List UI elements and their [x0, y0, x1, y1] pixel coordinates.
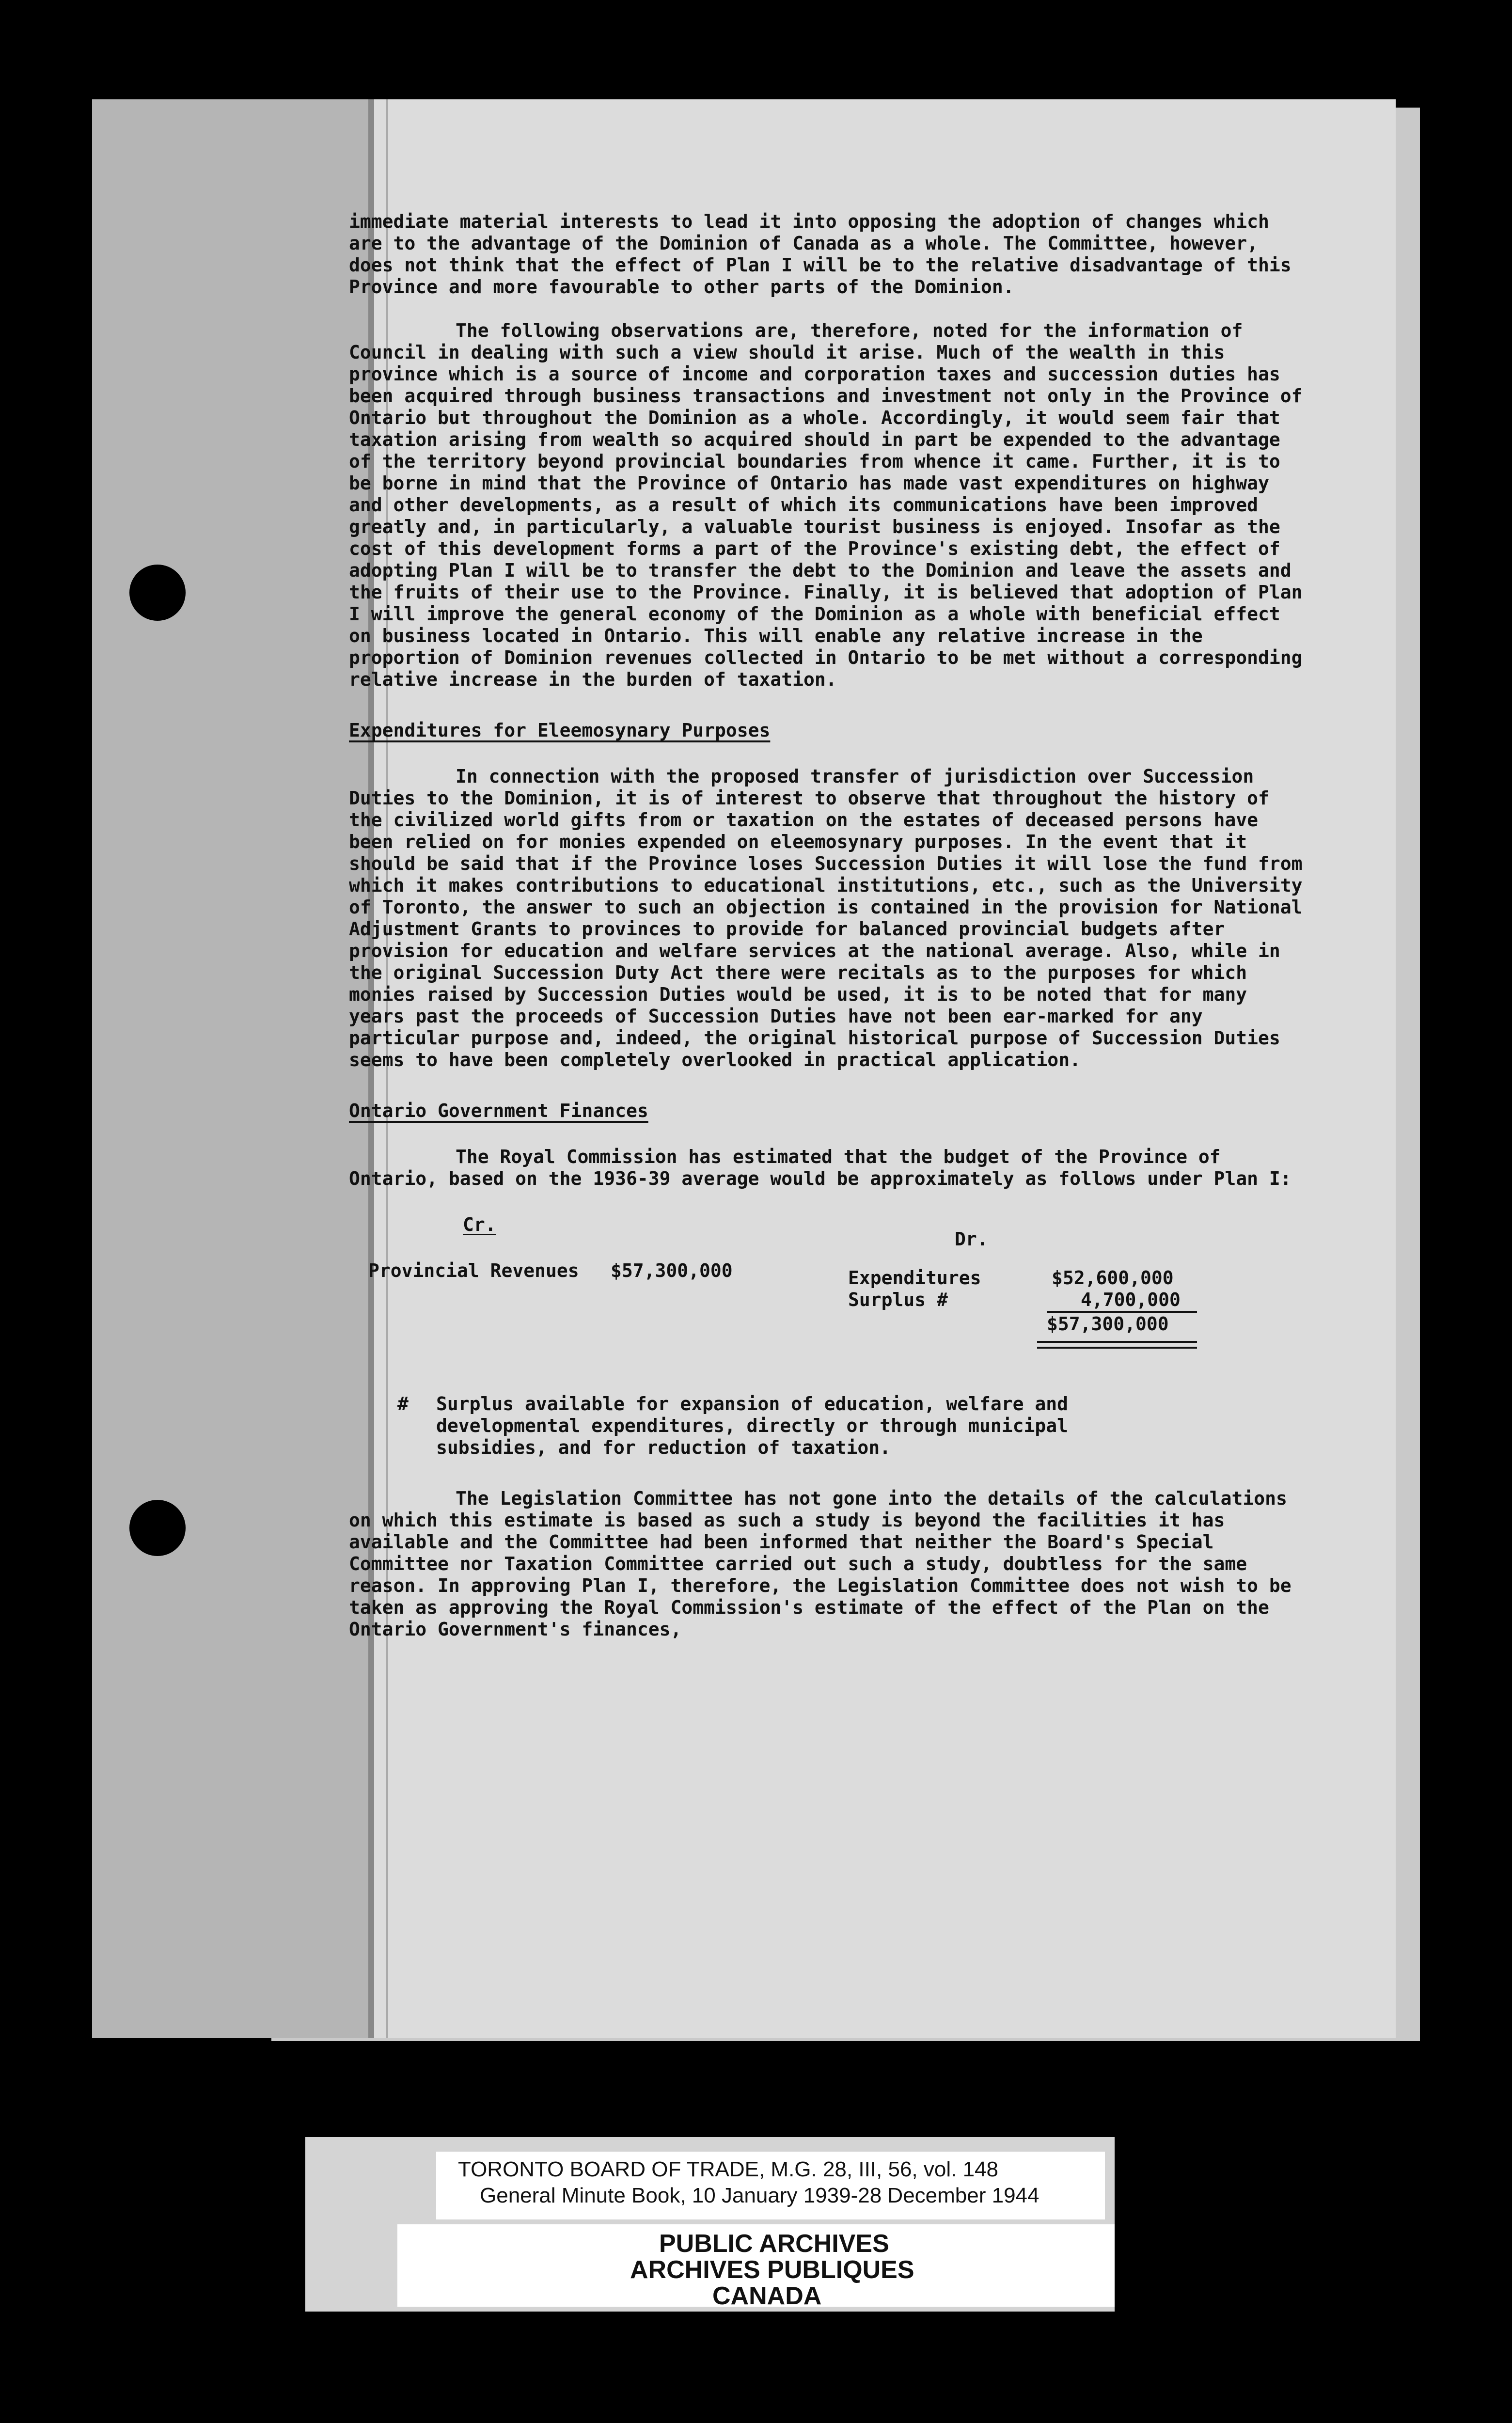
- footnote-mark: #: [397, 1393, 409, 1415]
- paragraph: The following observations are, therefore, noted for the information of Council in dealing with such a view should it arise. Much of the wealth in this province which is a source of income and corporation taxes and succession duties has been acquired through business transactions and investment not only in the Province of Ontario but throughout the Dominion as a whole. Accordingly, it would seem fair that taxation arising from wealth so acquired should in part be expended to the advantage of the territory beyond provincial boundaries from whence it came. Further, it is to be borne in mind that the Province of Ontario has made vast expenditures on highway and other developments, as a result of which its communications have been improved greatly and, in particularly, a valuable tourist business is enjoyed. Insofar as the cost of this development forms a part of the Province's existing debt, the effect of adopting Plan I will be to transfer the debt to the Dominion and leave the assets and the fruits of their use to the Province. Finally, it is believed that adoption of Plan I will improve the general economy of the Dominion as a whole with beneficial effect on business located in Ontario. This will enable any relative increase in the proportion of Dominion revenues collected in Ontario to be met without a corresponding relative increase in the burden of taxation.: [349, 320, 1303, 690]
- revenues-value: $57,300,000: [611, 1260, 733, 1281]
- paragraph: The Royal Commission has estimated that the budget of the Province of Ontario, based on the 1936-39 average would be approximately as follows under Plan I:: [349, 1146, 1292, 1189]
- archive-name-en: PUBLIC ARCHIVES: [659, 2230, 889, 2258]
- total-double-rule: [1037, 1347, 1197, 1349]
- archive-country: CANADA: [712, 2282, 822, 2310]
- paragraph: immediate material interests to lead it into opposing the adoption of changes which are to the advantage of the Dominion of Canada as a whole. The Committee, however, does not think that the effect of Plan I will be to the relative disadvantage of this Province and more favourable to other parts of the Dominion.: [349, 211, 1292, 298]
- expenditures-value: $52,600,000: [1052, 1267, 1174, 1289]
- archive-name-fr: ARCHIVES PUBLIQUES: [630, 2256, 914, 2284]
- archive-reference-line: General Minute Book, 10 January 1939-28 December 1944: [480, 2184, 1040, 2207]
- page-binding-margin: [92, 99, 368, 2038]
- paragraph: In connection with the proposed transfer of jurisdiction over Succession Duties to the Dominion, it is of interest to observe that throughout the history of the civilized world gifts from or taxation on the estates of deceased persons have been relied on for monies expended on eleemosynary purposes. In the event that it should be said that if the Province loses Succession Duties it will lose the fund from which it makes contributions to educational institutions, etc., such as the University of Toronto, the answer to such an objection is contained in the provision for National Adjustment Grants to provinces to provide for balanced provincial budgets after provision for education and welfare services at the national average. Also, while in the original Succession Duty Act there were recitals as to the purposes for which monies raised by Succession Duties would be used, it is to be noted that for many years past the proceeds of Succession Duties have not been ear-marked for any particular purpose and, indeed, the original historical purpose of Succession Duties seems to have been completely overlooked in practical application.: [349, 766, 1303, 1070]
- surplus-footnote: [397, 1393, 1076, 1459]
- punch-hole-icon: [129, 565, 186, 621]
- subtotal-rule: [1047, 1311, 1197, 1313]
- archive-reference-line: TORONTO BOARD OF TRADE, M.G. 28, III, 56, vol. 148: [458, 2157, 998, 2181]
- revenues-label: Provincial Revenues: [368, 1260, 579, 1281]
- section-heading-eleemosynary: Expenditures for Eleemosynary Purposes: [349, 720, 771, 741]
- budget-table: [349, 1214, 1313, 1374]
- surplus-value: 4,700,000: [1081, 1289, 1181, 1310]
- total-double-rule: [1037, 1341, 1197, 1343]
- expenditures-label: Expenditures: [848, 1267, 981, 1289]
- page-text: [349, 211, 1313, 1640]
- paragraph: The Legislation Committee has not gone into the details of the calculations on which this estimate is based as such a study is beyond the facilities it has available and the Committee had been informed that neither the Board's Special Committee nor Taxation Committee carried out such a study, doubtless for the same reason. In approving Plan I, therefore, the Legislation Committee does not wish to be taken as approving the Royal Commission's estimate of the effect of the Plan on the Ontario Government's finances,: [349, 1488, 1292, 1640]
- surplus-label: Surplus #: [848, 1289, 948, 1310]
- section-heading-finances: Ontario Government Finances: [349, 1100, 648, 1121]
- footnote-text: Surplus available for expansion of education, welfare and developmental expenditures, directly or through municipal subsidies, and for reduction of taxation.: [436, 1393, 1069, 1458]
- total-value: $57,300,000: [1047, 1313, 1169, 1335]
- debit-header: Dr.: [955, 1228, 988, 1250]
- credit-header: Cr.: [463, 1214, 496, 1235]
- punch-hole-icon: [129, 1500, 186, 1556]
